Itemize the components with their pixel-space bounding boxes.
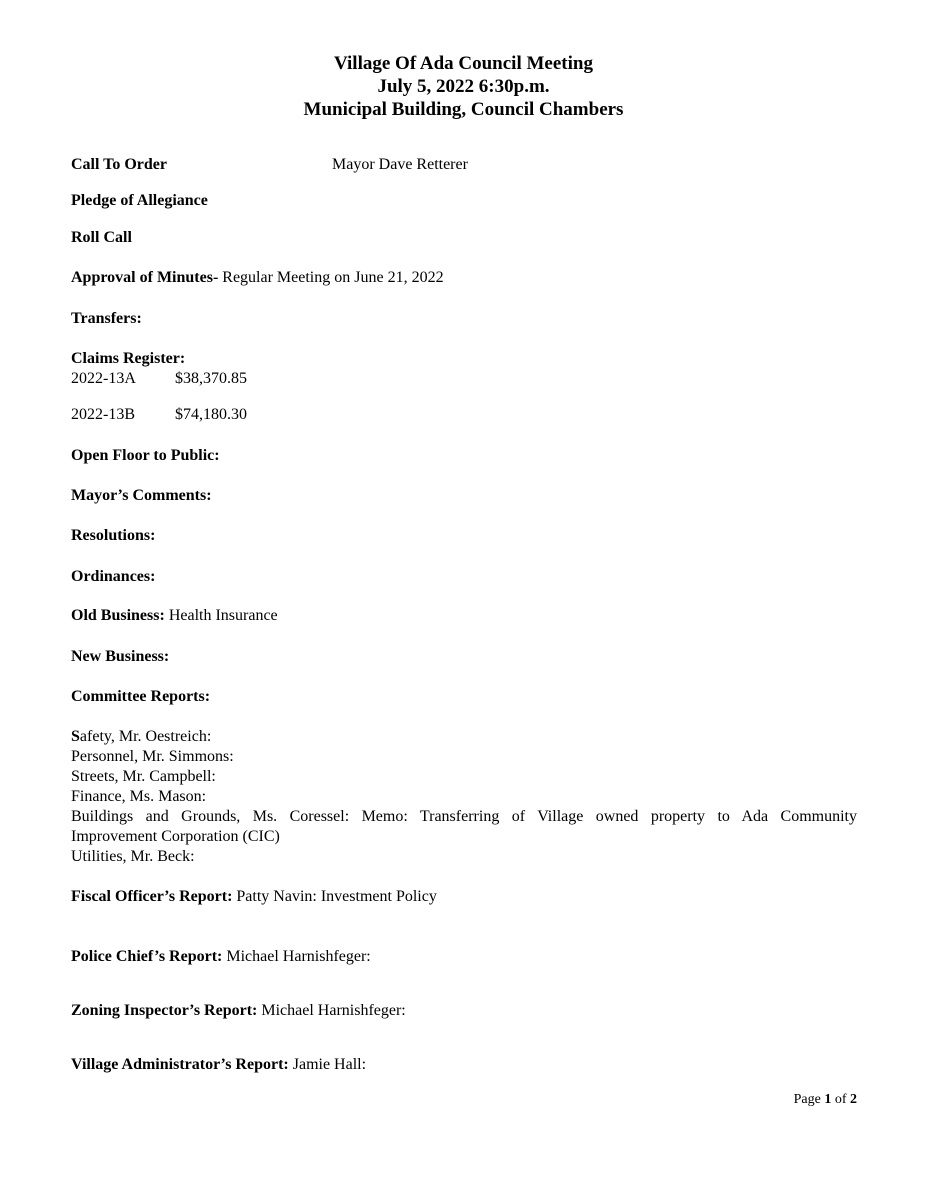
old-business-label: Old Business: bbox=[71, 607, 165, 624]
police-report-label: Police Chief’s Report: bbox=[71, 948, 223, 965]
claims-row-id: 2022-13B bbox=[71, 406, 135, 423]
old-business-item bbox=[71, 606, 278, 626]
zoning-report-item bbox=[71, 1001, 406, 1021]
committee-reports-label: Committee Reports: bbox=[71, 688, 211, 705]
new-business-label: New Business: bbox=[71, 648, 170, 665]
ordinances-label: Ordinances: bbox=[71, 568, 156, 585]
committee-streets: Streets, Mr. Campbell: bbox=[71, 768, 216, 785]
current-page: 1 bbox=[824, 1092, 832, 1107]
administrator-report-item bbox=[71, 1055, 366, 1075]
open-floor-label: Open Floor to Public: bbox=[71, 447, 220, 464]
minutes-label: Approval of Minutes- bbox=[71, 269, 219, 286]
committee-finance: Finance, Ms. Mason: bbox=[71, 788, 207, 805]
meeting-title: Village Of Ada Council Meeting bbox=[334, 53, 593, 74]
page-number bbox=[794, 1092, 857, 1108]
claims-row-amount: $74,180.30 bbox=[175, 406, 247, 423]
claims-row-id: 2022-13A bbox=[71, 370, 136, 387]
committee-safety bbox=[71, 727, 211, 747]
committee-utilities: Utilities, Mr. Beck: bbox=[71, 848, 195, 865]
call-to-order-value: Mayor Dave Retterer bbox=[332, 156, 468, 173]
safety-text: afety, Mr. Oestreich: bbox=[79, 728, 212, 745]
page-word: Page bbox=[793, 1092, 825, 1107]
police-report-value: Michael Harnishfeger: bbox=[222, 948, 371, 965]
police-report-item bbox=[71, 947, 371, 967]
transfers-label: Transfers: bbox=[71, 310, 142, 327]
claims-row-amount: $38,370.85 bbox=[175, 370, 247, 387]
committee-buildings-cont: Improvement Corporation (CIC) bbox=[71, 828, 280, 845]
committee-buildings: Buildings and Grounds, Ms. Coressel: Memo: Transferring of Village owned property to Ada Community bbox=[71, 808, 857, 825]
roll-call-label: Roll Call bbox=[71, 229, 132, 246]
zoning-report-label: Zoning Inspector’s Report: bbox=[71, 1002, 258, 1019]
old-business-value: Health Insurance bbox=[164, 607, 278, 624]
mayor-comments-label: Mayor’s Comments: bbox=[71, 487, 212, 504]
fiscal-report-value: Patty Navin: Investment Policy bbox=[232, 888, 437, 905]
committee-personnel: Personnel, Mr. Simmons: bbox=[71, 748, 234, 765]
meeting-location: Municipal Building, Council Chambers bbox=[303, 99, 624, 120]
of-word: of bbox=[831, 1092, 850, 1107]
fiscal-report-item bbox=[71, 887, 437, 907]
minutes-item bbox=[71, 268, 444, 288]
call-to-order-label: Call To Order bbox=[71, 156, 168, 173]
minutes-value: Regular Meeting on June 21, 2022 bbox=[218, 269, 444, 286]
fiscal-report-label: Fiscal Officer’s Report: bbox=[71, 888, 233, 905]
zoning-report-value: Michael Harnishfeger: bbox=[257, 1002, 406, 1019]
safety-initial: S bbox=[71, 728, 80, 745]
meeting-date: July 5, 2022 6:30p.m. bbox=[377, 76, 550, 97]
claims-register-label: Claims Register: bbox=[71, 350, 186, 367]
pledge-label: Pledge of Allegiance bbox=[71, 192, 208, 209]
administrator-report-value: Jamie Hall: bbox=[288, 1056, 367, 1073]
total-pages: 2 bbox=[850, 1092, 857, 1107]
resolutions-label: Resolutions: bbox=[71, 527, 156, 544]
administrator-report-label: Village Administrator’s Report: bbox=[71, 1056, 289, 1073]
